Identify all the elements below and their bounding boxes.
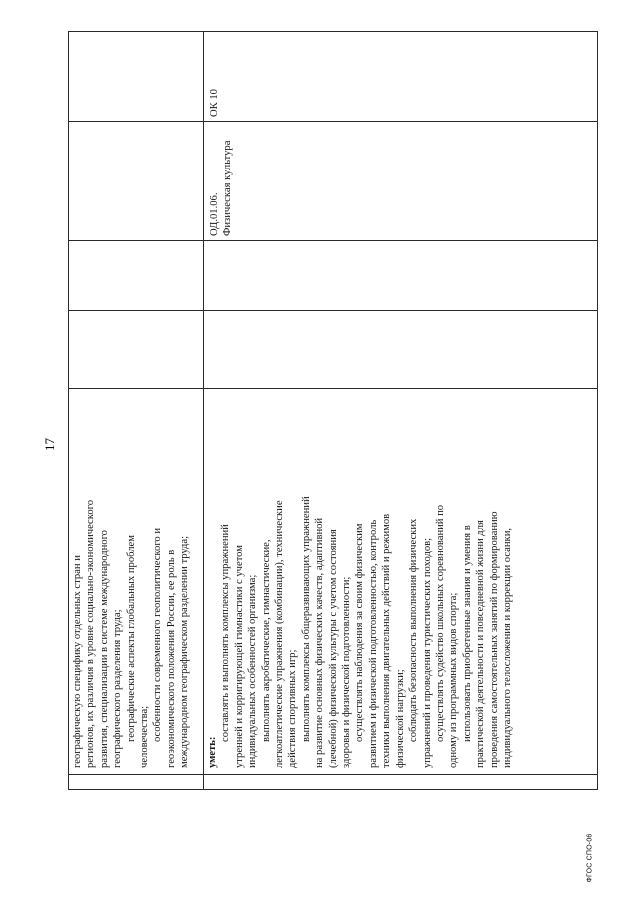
text-line: географические аспекты глобальных проблем [125,535,137,742]
footer-standard-code: ФГОС СПО-06 [586,833,594,883]
rotated-table-area [68,32,597,790]
text-line: использовать приобретенные знания и умения в [461,525,473,742]
text-line: человечества; [139,705,151,768]
table-cell-hours-class [69,241,204,311]
text-line: осуществлять судейство школьных соревнований по [434,504,446,742]
text-line: проведения самостоятельных занятий по формированию [488,511,500,768]
discipline-code: ОД.01.06. [209,192,220,236]
text-line: действия спортивных игр; [287,649,299,768]
table-cell-discipline [204,122,598,241]
table-row [69,32,204,790]
text-line: осуществлять наблюдения за своим физическим [354,523,366,742]
table-cell-competence [69,32,204,122]
text-line: индивидуального телосложения и коррекции осанки, [501,527,513,768]
text-line: упражнений и проведения туристических походов; [421,537,433,768]
text-line: утренней и корригирующей гимнастики с учетом [233,545,245,768]
table-cell-discipline [69,122,204,241]
page-number: 17 [42,438,57,451]
table-cell-content [69,389,204,775]
text-line: особенности современного геополитического и [152,527,164,742]
text-line: практической деятельности и повседневной жизни для [475,520,487,768]
text-line: международном географическом разделении труда; [179,535,191,768]
table-cell-competence [204,32,598,122]
text-line: легкоатлетические упражнения (комбинации), технические [274,500,286,768]
text-line: развитием и физической подготовленностью, контроль [367,519,379,768]
text-line: составлять и выполнять комплексы упражнений [220,524,232,742]
table-cell-content [204,389,598,775]
text-line: здоровья и физической подготовленности; [341,576,353,768]
text-line: геоэкономического положения России, ее роль в [165,549,177,768]
table-row [204,32,598,790]
text-line: одному из программных видов спорта; [448,592,460,768]
curriculum-table [68,31,598,790]
table-cell-hours-max [204,311,598,389]
table-cell-index [69,775,204,790]
skills-heading: уметь: [207,736,218,768]
competence-code: ОК 10 [209,89,220,117]
geography-skills-text [69,389,192,774]
physical-education-skills-text [204,389,514,774]
text-line: физической нагрузки; [394,669,406,768]
text-line: (лечебной) физической культуры с учетом состояния [327,529,339,768]
discipline-name: Физическая культура [222,140,234,236]
table-cell-index [204,775,598,790]
text-line: индивидуальных особенностей организма; [247,574,259,768]
text-line: регионов, их различия в уровне социально-экономического [85,499,97,768]
text-line: техники выполнения двигательных действий и режимов [381,513,393,768]
text-line: развития, специализации в системе международного [98,530,110,768]
text-line: географического разделения труда; [112,609,124,768]
text-line: выполнять комплексы общеразвивающих упражнений [300,496,312,742]
table-cell-hours-class [204,241,598,311]
text-line: выполнять акробатические, гимнастические, [260,539,272,742]
text-line: соблюдать безопасность выполнения физических [408,518,420,742]
text-line: на развитие основных физических качеств, адаптивной [314,517,326,768]
text-line: географическую специфику отдельных стран и [72,555,83,768]
table-cell-hours-max [69,311,204,389]
